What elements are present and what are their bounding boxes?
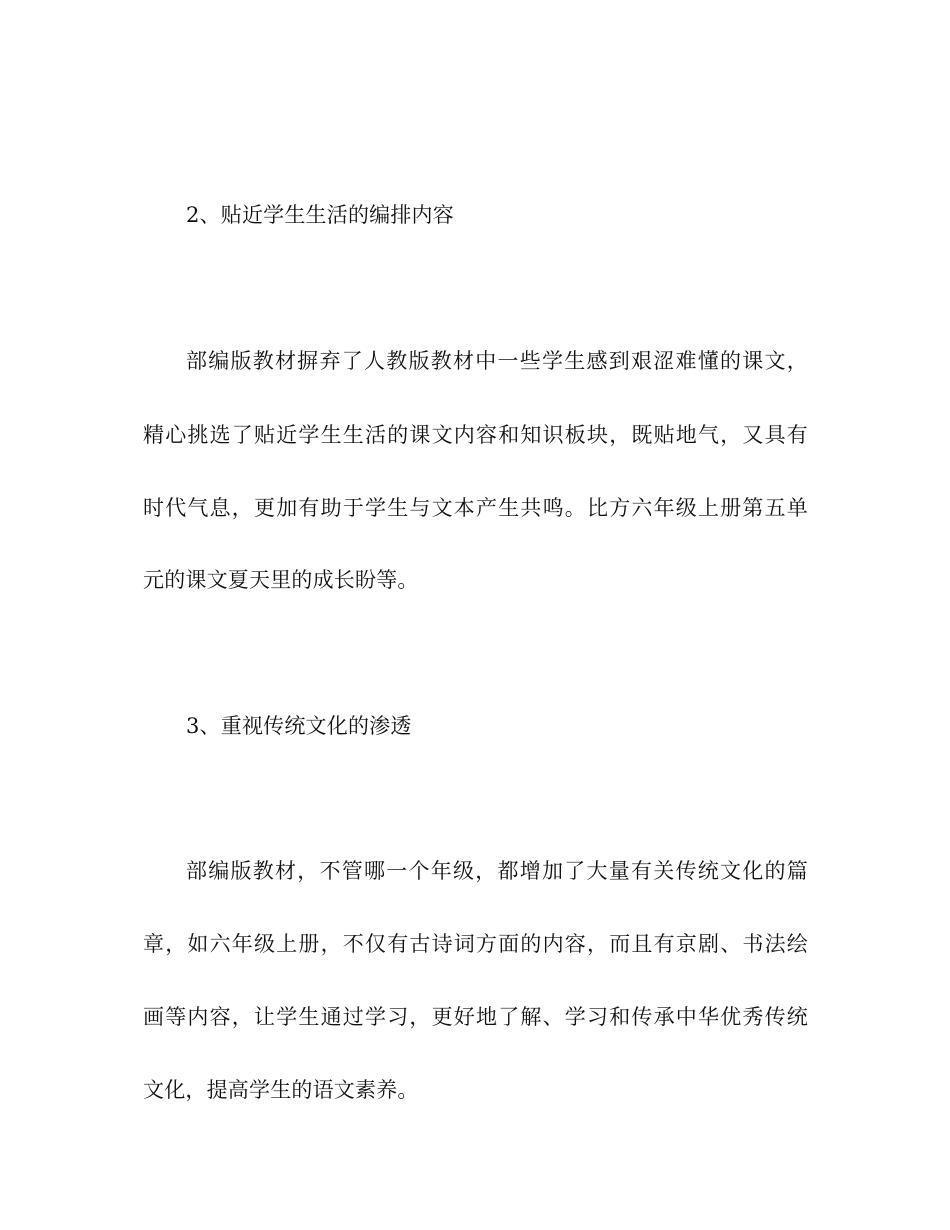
paragraph-line: 部编版教材摒弃了人教版教材中一些学生感到艰涩难懂的课文， [186,349,808,373]
paragraph-line: 文化，提高学生的语文素养。 [143,1078,419,1102]
paragraph-line: 时代气息，更加有助于学生与文本产生共鸣。比方六年级上册第五单 [143,496,808,520]
section-heading-3: 3、重视传统文化的渗透 [186,714,412,738]
paragraph-line: 画等内容，让学生通过学习，更好地了解、学习和传承中华优秀传统 [143,1005,808,1029]
paragraph-line: 元的课文夏天里的成长盼等。 [143,568,419,592]
paragraph-line: 精心挑选了贴近学生生活的课文内容和知识板块，既贴地气，又具有 [143,423,808,447]
paragraph-line: 章，如六年级上册，不仅有古诗词方面的内容，而且有京剧、书法绘 [143,932,808,956]
section-heading-2: 2、贴近学生生活的编排内容 [186,203,454,227]
paragraph-line: 部编版教材，不管哪一个年级，都增加了大量有关传统文化的篇 [186,859,808,883]
